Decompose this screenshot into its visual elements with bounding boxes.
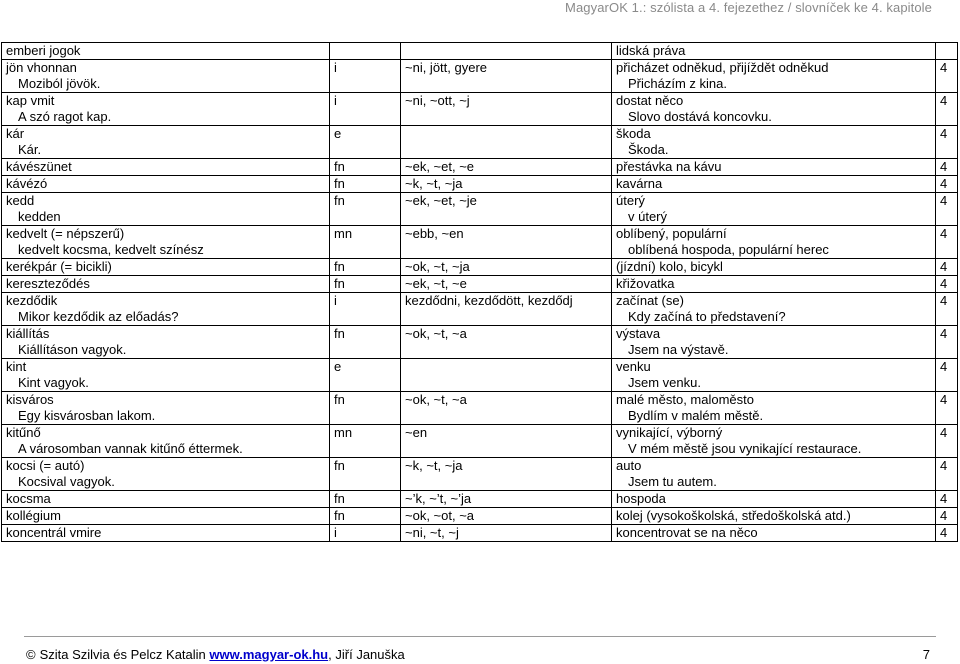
lesson-cell-text: 4: [940, 425, 948, 440]
hungarian-cell: [2, 159, 330, 176]
lesson-cell-text: 4: [940, 259, 948, 274]
table-row: [2, 176, 958, 193]
part-of-speech-cell-text: i: [334, 93, 337, 108]
suffix-cell-text: ~ni, ~t, ~j: [405, 525, 459, 540]
hungarian-cell-example: Egy kisvárosban lakom.: [18, 408, 156, 423]
suffix-cell: [401, 276, 612, 293]
czech-cell-text: lidská práva: [616, 43, 686, 58]
czech-cell-text: škoda: [616, 126, 651, 141]
hungarian-cell: [2, 259, 330, 276]
czech-cell: [612, 326, 936, 359]
part-of-speech-cell-text: i: [334, 293, 337, 308]
table-row: [2, 159, 958, 176]
hungarian-cell-text: kocsma: [6, 491, 51, 506]
czech-cell-example: oblíbená hospoda, populární herec: [628, 242, 829, 257]
lesson-cell: [936, 491, 958, 508]
hungarian-cell: [2, 525, 330, 542]
hungarian-cell-example: Kint vagyok.: [18, 375, 89, 390]
suffix-cell-text: ~ok, ~t, ~ja: [405, 259, 470, 274]
czech-cell-text: (jízdní) kolo, bicykl: [616, 259, 723, 274]
suffix-cell-text: ~k, ~t, ~ja: [405, 458, 463, 473]
hungarian-cell: [2, 93, 330, 126]
czech-cell: [612, 60, 936, 93]
table-row: [2, 60, 958, 93]
suffix-cell: [401, 259, 612, 276]
czech-cell: [612, 259, 936, 276]
hungarian-cell-text: kap vmit: [6, 93, 55, 108]
suffix-cell-text: ~ek, ~et, ~je: [405, 193, 477, 208]
hungarian-cell-text: kollégium: [6, 508, 61, 523]
page-number: 7: [922, 647, 930, 662]
part-of-speech-cell-text: fn: [334, 176, 345, 191]
czech-cell: [612, 176, 936, 193]
hungarian-cell-text: kisváros: [6, 392, 54, 407]
part-of-speech-cell: [330, 491, 401, 508]
lesson-cell-text: 4: [940, 226, 948, 241]
suffix-cell: [401, 226, 612, 259]
hungarian-cell-text: kiállítás: [6, 326, 50, 341]
hungarian-cell: [2, 425, 330, 458]
part-of-speech-cell-text: fn: [334, 326, 345, 341]
czech-cell: [612, 159, 936, 176]
czech-cell-example: Jsem tu autem.: [628, 474, 717, 489]
hungarian-cell-example: Moziból jövök.: [18, 76, 101, 91]
part-of-speech-cell-text: fn: [334, 458, 345, 473]
part-of-speech-cell: [330, 458, 401, 491]
lesson-cell-text: 4: [940, 176, 948, 191]
czech-cell-text: vynikající, výborný: [616, 425, 723, 440]
czech-cell-example: Jsem na výstavě.: [628, 342, 729, 357]
czech-cell-example: Škoda.: [628, 142, 669, 157]
czech-cell-text: malé město, maloměsto: [616, 392, 754, 407]
table-row: [2, 326, 958, 359]
hungarian-cell-example: Kocsival vagyok.: [18, 474, 115, 489]
footer-translator: Jiří Januška: [335, 647, 405, 662]
lesson-cell-text: 4: [940, 193, 948, 208]
suffix-cell: [401, 126, 612, 159]
lesson-cell: [936, 359, 958, 392]
lesson-cell: [936, 326, 958, 359]
czech-cell: [612, 491, 936, 508]
footer: [26, 647, 405, 663]
suffix-cell: [401, 326, 612, 359]
lesson-cell: [936, 525, 958, 542]
hungarian-cell-text: kerékpár (= bicikli): [6, 259, 112, 274]
part-of-speech-cell: [330, 525, 401, 542]
lesson-cell: [936, 159, 958, 176]
czech-cell-text: hospoda: [616, 491, 666, 506]
hungarian-cell: [2, 126, 330, 159]
hungarian-cell: [2, 392, 330, 425]
czech-cell-text: koncentrovat se na něco: [616, 525, 758, 540]
suffix-cell-text: ~ek, ~et, ~e: [405, 159, 475, 174]
table-row: [2, 359, 958, 392]
part-of-speech-cell: [330, 259, 401, 276]
hungarian-cell-text: kezdődik: [6, 293, 58, 308]
table-row: [2, 276, 958, 293]
lesson-cell-text: 4: [940, 458, 948, 473]
lesson-cell: [936, 259, 958, 276]
hungarian-cell-example: A városomban vannak kitűnő éttermek.: [18, 441, 243, 456]
lesson-cell-text: 4: [940, 392, 948, 407]
lesson-cell-text: 4: [940, 359, 948, 374]
footer-separator: ,: [328, 647, 332, 662]
part-of-speech-cell: [330, 176, 401, 193]
part-of-speech-cell: [330, 326, 401, 359]
suffix-cell-text: ~ek, ~t, ~e: [405, 276, 467, 291]
suffix-cell: [401, 193, 612, 226]
hungarian-cell-text: kereszteződés: [6, 276, 90, 291]
hungarian-cell: [2, 226, 330, 259]
suffix-cell-text: ~ni, jött, gyere: [405, 60, 488, 75]
czech-cell-text: výstava: [616, 326, 661, 341]
lesson-cell: [936, 508, 958, 525]
footer-authors: Szita Szilvia és Pelcz Katalin: [39, 647, 206, 662]
suffix-cell: [401, 525, 612, 542]
part-of-speech-cell-text: e: [334, 126, 342, 141]
czech-cell-text: venku: [616, 359, 651, 374]
suffix-cell: [401, 508, 612, 525]
part-of-speech-cell-text: fn: [334, 193, 345, 208]
lesson-cell-text: 4: [940, 491, 948, 506]
table-row: [2, 425, 958, 458]
lesson-cell-text: 4: [940, 525, 948, 540]
lesson-cell-text: 4: [940, 159, 948, 174]
lesson-cell: [936, 425, 958, 458]
hungarian-cell: [2, 60, 330, 93]
suffix-cell-text: ~ni, ~ott, ~j: [405, 93, 470, 108]
hungarian-cell-example: Kár.: [18, 142, 42, 157]
copyright-icon: ©: [26, 647, 36, 662]
part-of-speech-cell: [330, 276, 401, 293]
part-of-speech-cell: [330, 60, 401, 93]
suffix-cell: [401, 293, 612, 326]
czech-cell-example: Slovo dostává koncovku.: [628, 109, 772, 124]
hungarian-cell-text: kocsi (= autó): [6, 458, 85, 473]
part-of-speech-cell: [330, 293, 401, 326]
czech-cell-text: přestávka na kávu: [616, 159, 722, 174]
part-of-speech-cell-text: fn: [334, 392, 345, 407]
czech-cell: [612, 43, 936, 60]
hungarian-cell: [2, 276, 330, 293]
hungarian-cell-text: koncentrál vmire: [6, 525, 102, 540]
table-row: [2, 525, 958, 542]
lesson-cell: [936, 60, 958, 93]
suffix-cell: [401, 491, 612, 508]
part-of-speech-cell-text: fn: [334, 159, 345, 174]
czech-cell: [612, 293, 936, 326]
table-row: [2, 508, 958, 525]
part-of-speech-cell: [330, 359, 401, 392]
czech-cell: [612, 525, 936, 542]
part-of-speech-cell-text: fn: [334, 491, 345, 506]
part-of-speech-cell: [330, 93, 401, 126]
suffix-cell-text: ~ok, ~t, ~a: [405, 392, 467, 407]
part-of-speech-cell-text: i: [334, 525, 337, 540]
part-of-speech-cell-text: fn: [334, 508, 345, 523]
lesson-cell: [936, 392, 958, 425]
table-row: [2, 259, 958, 276]
hungarian-cell: [2, 176, 330, 193]
suffix-cell-text: kezdődni, kezdődött, kezdődj: [405, 293, 573, 308]
czech-cell: [612, 392, 936, 425]
table-row: [2, 43, 958, 60]
table-row: [2, 458, 958, 491]
lesson-cell-text: 4: [940, 60, 948, 75]
hungarian-cell: [2, 458, 330, 491]
suffix-cell: [401, 392, 612, 425]
czech-cell: [612, 126, 936, 159]
lesson-cell-text: 4: [940, 126, 948, 141]
hungarian-cell-text: emberi jogok: [6, 43, 81, 58]
hungarian-cell: [2, 293, 330, 326]
czech-cell: [612, 93, 936, 126]
lesson-cell: [936, 193, 958, 226]
czech-cell: [612, 276, 936, 293]
czech-cell: [612, 359, 936, 392]
czech-cell-example: v úterý: [628, 209, 668, 224]
czech-cell-example: V mém městě jsou vynikající restaurace.: [628, 441, 862, 456]
lesson-cell: [936, 93, 958, 126]
suffix-cell-text: ~ok, ~t, ~a: [405, 326, 467, 341]
czech-cell: [612, 508, 936, 525]
lesson-cell-text: 4: [940, 93, 948, 108]
suffix-cell-text: ~ok, ~ot, ~a: [405, 508, 475, 523]
lesson-cell: [936, 126, 958, 159]
hungarian-cell: [2, 43, 330, 60]
hungarian-cell: [2, 508, 330, 525]
czech-cell-text: úterý: [616, 193, 645, 208]
czech-cell: [612, 226, 936, 259]
suffix-cell: [401, 458, 612, 491]
suffix-cell: [401, 43, 612, 60]
lesson-cell-text: 4: [940, 293, 948, 308]
part-of-speech-cell-text: mn: [334, 425, 353, 440]
czech-cell-text: kolej (vysokoškolská, středoškolská atd.): [616, 508, 851, 523]
czech-cell: [612, 193, 936, 226]
hungarian-cell-example: Mikor kezdődik az előadás?: [18, 309, 179, 324]
table-row: [2, 193, 958, 226]
czech-cell: [612, 425, 936, 458]
hungarian-cell: [2, 359, 330, 392]
czech-cell-text: oblíbený, populární: [616, 226, 727, 241]
suffix-cell-text: ~en: [405, 425, 428, 440]
table-row: [2, 126, 958, 159]
czech-cell-text: kavárna: [616, 176, 663, 191]
czech-cell: [612, 458, 936, 491]
part-of-speech-cell: [330, 425, 401, 458]
hungarian-cell-example: Kiállításon vagyok.: [18, 342, 127, 357]
lesson-cell: [936, 458, 958, 491]
czech-cell-example: Přicházím z kina.: [628, 76, 727, 91]
suffix-cell-text: ~k, ~t, ~ja: [405, 176, 463, 191]
hungarian-cell-text: kávészünet: [6, 159, 72, 174]
hungarian-cell-text: kint: [6, 359, 27, 374]
hungarian-cell-text: jön vhonnan: [6, 60, 77, 75]
part-of-speech-cell-text: e: [334, 359, 342, 374]
lesson-cell: [936, 43, 958, 60]
lesson-cell: [936, 176, 958, 193]
footer-website-link[interactable]: www.magyar-ok.hu: [209, 647, 329, 662]
hungarian-cell-text: kedd: [6, 193, 35, 208]
hungarian-cell-text: kedvelt (= népszerű): [6, 226, 125, 241]
lesson-cell: [936, 226, 958, 259]
suffix-cell: [401, 159, 612, 176]
czech-cell-text: začínat (se): [616, 293, 684, 308]
table-row: [2, 93, 958, 126]
hungarian-cell-example: kedvelt kocsma, kedvelt színész: [18, 242, 204, 257]
suffix-cell-text: ~’k, ~’t, ~’ja: [405, 491, 472, 506]
part-of-speech-cell: [330, 193, 401, 226]
lesson-cell-text: 4: [940, 276, 948, 291]
czech-cell-text: dostat něco: [616, 93, 684, 108]
czech-cell-text: přicházet odněkud, přijíždět odněkud: [616, 60, 829, 75]
table-row: [2, 491, 958, 508]
part-of-speech-cell: [330, 43, 401, 60]
vocabulary-table: [1, 42, 958, 542]
lesson-cell: [936, 293, 958, 326]
hungarian-cell-text: kávézó: [6, 176, 48, 191]
part-of-speech-cell: [330, 126, 401, 159]
lesson-cell: [936, 276, 958, 293]
hungarian-cell-text: kár: [6, 126, 25, 141]
part-of-speech-cell: [330, 159, 401, 176]
part-of-speech-cell-text: i: [334, 60, 337, 75]
hungarian-cell: [2, 193, 330, 226]
suffix-cell: [401, 60, 612, 93]
part-of-speech-cell-text: fn: [334, 259, 345, 274]
lesson-cell-text: 4: [940, 326, 948, 341]
hungarian-cell: [2, 326, 330, 359]
hungarian-cell-text: kitűnő: [6, 425, 41, 440]
hungarian-cell-example: A szó ragot kap.: [18, 109, 112, 124]
footer-divider: [24, 636, 936, 637]
czech-cell-example: Kdy začíná to představení?: [628, 309, 786, 324]
part-of-speech-cell-text: fn: [334, 276, 345, 291]
table-row: [2, 392, 958, 425]
part-of-speech-cell: [330, 508, 401, 525]
table-row: [2, 226, 958, 259]
suffix-cell: [401, 359, 612, 392]
czech-cell-text: auto: [616, 458, 642, 473]
part-of-speech-cell: [330, 392, 401, 425]
part-of-speech-cell: [330, 226, 401, 259]
suffix-cell: [401, 425, 612, 458]
hungarian-cell-example: kedden: [18, 209, 61, 224]
part-of-speech-cell-text: mn: [334, 226, 353, 241]
czech-cell-text: křižovatka: [616, 276, 675, 291]
vocabulary-table-body: [2, 43, 958, 542]
running-header: MagyarOK 1.: szólista a 4. fejezethez / slovníček ke 4. kapitole: [565, 0, 932, 15]
hungarian-cell: [2, 491, 330, 508]
czech-cell-example: Bydlím v malém městě.: [628, 408, 764, 423]
suffix-cell: [401, 176, 612, 193]
suffix-cell-text: ~ebb, ~en: [405, 226, 464, 241]
czech-cell-example: Jsem venku.: [628, 375, 701, 390]
suffix-cell: [401, 93, 612, 126]
table-row: [2, 293, 958, 326]
lesson-cell-text: 4: [940, 508, 948, 523]
